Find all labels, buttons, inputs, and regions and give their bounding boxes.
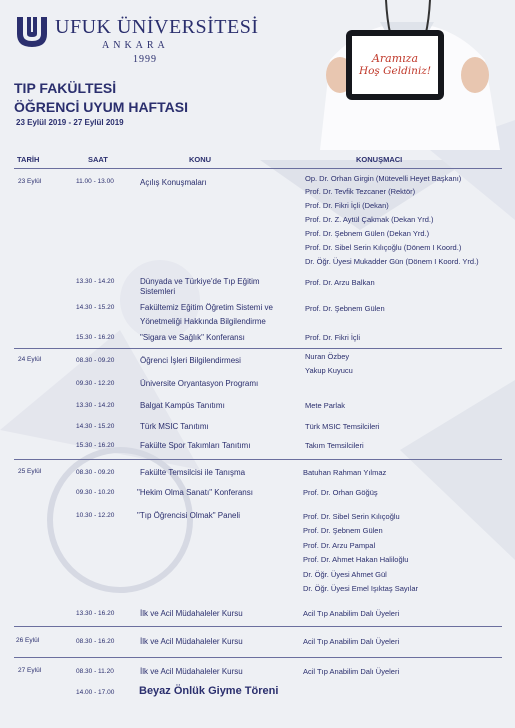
tablet-screen <box>352 36 438 94</box>
speaker: Prof. Dr. Şebnem Gülen <box>305 304 385 313</box>
speaker: Mete Parlak <box>305 401 346 410</box>
speaker: Op. Dr. Orhan Girgin (Mütevelli Heyet Başkanı) <box>305 174 462 183</box>
speaker: Prof. Dr. Şebnem Gülen (Dekan Yrd.) <box>305 229 430 238</box>
session-topic: Dünyada ve Türkiye'de Tıp Eğitim Sistemleri <box>140 277 260 296</box>
speaker: Prof. Dr. Şebnem Gülen <box>303 526 383 535</box>
speaker: Yakup Kuyucu <box>305 366 353 375</box>
speaker: Prof. Dr. Ahmet Hakan Haliloğlu <box>303 555 409 564</box>
speaker: Acil Tıp Anabilim Dalı Üyeleri <box>303 667 400 676</box>
session-time: 08.30 - 09.20 <box>76 469 115 476</box>
university-logo-icon <box>14 14 50 50</box>
session-time: 08.30 - 11.20 <box>76 668 114 675</box>
speaker: Prof. Dr. Tevfik Tezcaner (Rektör) <box>305 187 416 196</box>
speaker: Prof. Dr. Arzu Balkan <box>305 278 375 287</box>
session-topic: İlk ve Acil Müdahaleler Kursu <box>140 637 243 646</box>
ceremony-topic: Beyaz Önlük Giyme Töreni <box>139 685 279 697</box>
speaker: Acil Tıp Anabilim Dalı Üyeleri <box>303 637 400 646</box>
session-topic: "Hekim Olma Sanatı" Konferansı <box>137 488 253 497</box>
session-topic: Üniversite Oryantasyon Programı <box>140 379 259 388</box>
session-time: 09.30 - 10.20 <box>76 489 115 496</box>
tablet-line-2: Hoş Geldiniz! <box>358 65 432 77</box>
session-time: 13.30 - 14.20 <box>76 278 115 285</box>
session-time: 09.30 - 12.20 <box>76 380 115 387</box>
header-divider <box>14 168 502 169</box>
session-topic: "Tıp Öğrencisi Olmak" Paneli <box>137 511 241 520</box>
speaker: Prof. Dr. Sibel Serin Kılıçoğlu (Dönem I Koord.) <box>305 243 462 252</box>
session-time: 10.30 - 12.20 <box>76 512 115 519</box>
session-time: 14.30 - 15.20 <box>76 304 115 311</box>
day-date: 24 Eylül <box>18 356 42 363</box>
day-date: 25 Eylül <box>18 468 42 475</box>
session-topic: Türk MSIC Tanıtımı <box>140 422 209 431</box>
session-time: 13.30 - 14.20 <box>76 402 115 409</box>
header-speaker: KONUŞMACI <box>356 155 403 164</box>
session-time: 08.30 - 16.20 <box>76 638 115 645</box>
day-date: 23 Eylül <box>18 178 42 185</box>
session-time: 15.30 - 16.20 <box>76 334 115 341</box>
speaker: Prof. Dr. Z. Aytül Çakmak (Dekan Yrd.) <box>305 215 434 224</box>
session-topic: İlk ve Acil Müdahaleler Kursu <box>140 667 243 676</box>
speaker: Nuran Özbey <box>305 352 350 361</box>
speaker: Takım Temsilcileri <box>305 441 364 450</box>
session-time: 14.30 - 15.20 <box>76 423 115 430</box>
speaker: Prof. Dr. Fikri İçli (Dekan) <box>305 201 389 210</box>
speaker: Dr. Öğr. Üyesi Ahmet Gül <box>303 570 387 579</box>
session-time: 14.00 - 17.00 <box>76 689 115 696</box>
day-divider <box>14 459 502 460</box>
day-date: 26 Eylül <box>16 637 40 644</box>
session-topic: Balgat Kampüs Tanıtımı <box>140 401 225 410</box>
session-topic: İlk ve Acil Müdahaleler Kursu <box>140 609 243 618</box>
day-date: 27 Eylül <box>18 667 42 674</box>
header-time: SAAT <box>88 155 108 164</box>
session-topic: Fakültemiz Eğitim Öğretim Sistemi ve Yönetmeliği Hakkında Bilgilendirme <box>140 303 273 326</box>
session-topic: Öğrenci İşleri Bilgilendirmesi <box>140 356 241 365</box>
event-dates: 23 Eylül 2019 - 27 Eylül 2019 <box>16 118 124 127</box>
university-name: UFUK ÜNİVERSİTESİ <box>55 16 259 38</box>
session-time: 15.30 - 16.20 <box>76 442 115 449</box>
session-topic: Fakülte Spor Takımları Tanıtımı <box>140 441 251 450</box>
university-city: ANKARA <box>102 40 169 51</box>
tablet-line-1: Aramıza <box>371 52 419 65</box>
event-title: ÖĞRENCİ UYUM HAFTASI <box>14 99 188 115</box>
session-topic: Fakülte Temsilcisi ile Tanışma <box>140 468 246 477</box>
welcome-tablet <box>346 30 444 100</box>
session-topic: "Sigara ve Sağlık" Konferansı <box>140 333 245 342</box>
university-year: 1999 <box>133 54 157 65</box>
speaker: Acil Tıp Anabilim Dalı Üyeleri <box>303 609 400 618</box>
speaker: Dr. Öğr. Üyesi Mukadder Gün (Dönem I Koord. Yrd.) <box>305 257 479 266</box>
day-divider <box>14 657 502 658</box>
speaker: Prof. Dr. Fikri İçli <box>305 333 361 342</box>
session-time: 13.30 - 16.20 <box>76 610 115 617</box>
faculty-title: TIP FAKÜLTESİ <box>14 80 117 96</box>
day-divider <box>14 348 502 349</box>
speaker: Dr. Öğr. Üyesi Emel Işıktaş Sayılar <box>303 584 419 593</box>
session-time: 08.30 - 09.20 <box>76 357 115 364</box>
session-time: 11.00 - 13.00 <box>76 178 114 185</box>
speaker: Türk MSIC Temsilcileri <box>305 422 380 431</box>
day-divider <box>14 626 502 627</box>
header-date: TARİH <box>17 155 40 164</box>
speaker: Prof. Dr. Arzu Pampal <box>303 541 376 550</box>
speaker: Prof. Dr. Sibel Serin Kılıçoğlu <box>303 512 400 521</box>
header-topic: KONU <box>189 155 212 164</box>
speaker: Batuhan Rahman Yılmaz <box>303 468 387 477</box>
session-topic: Açılış Konuşmaları <box>140 178 207 187</box>
speaker: Prof. Dr. Orhan Göğüş <box>303 488 378 497</box>
